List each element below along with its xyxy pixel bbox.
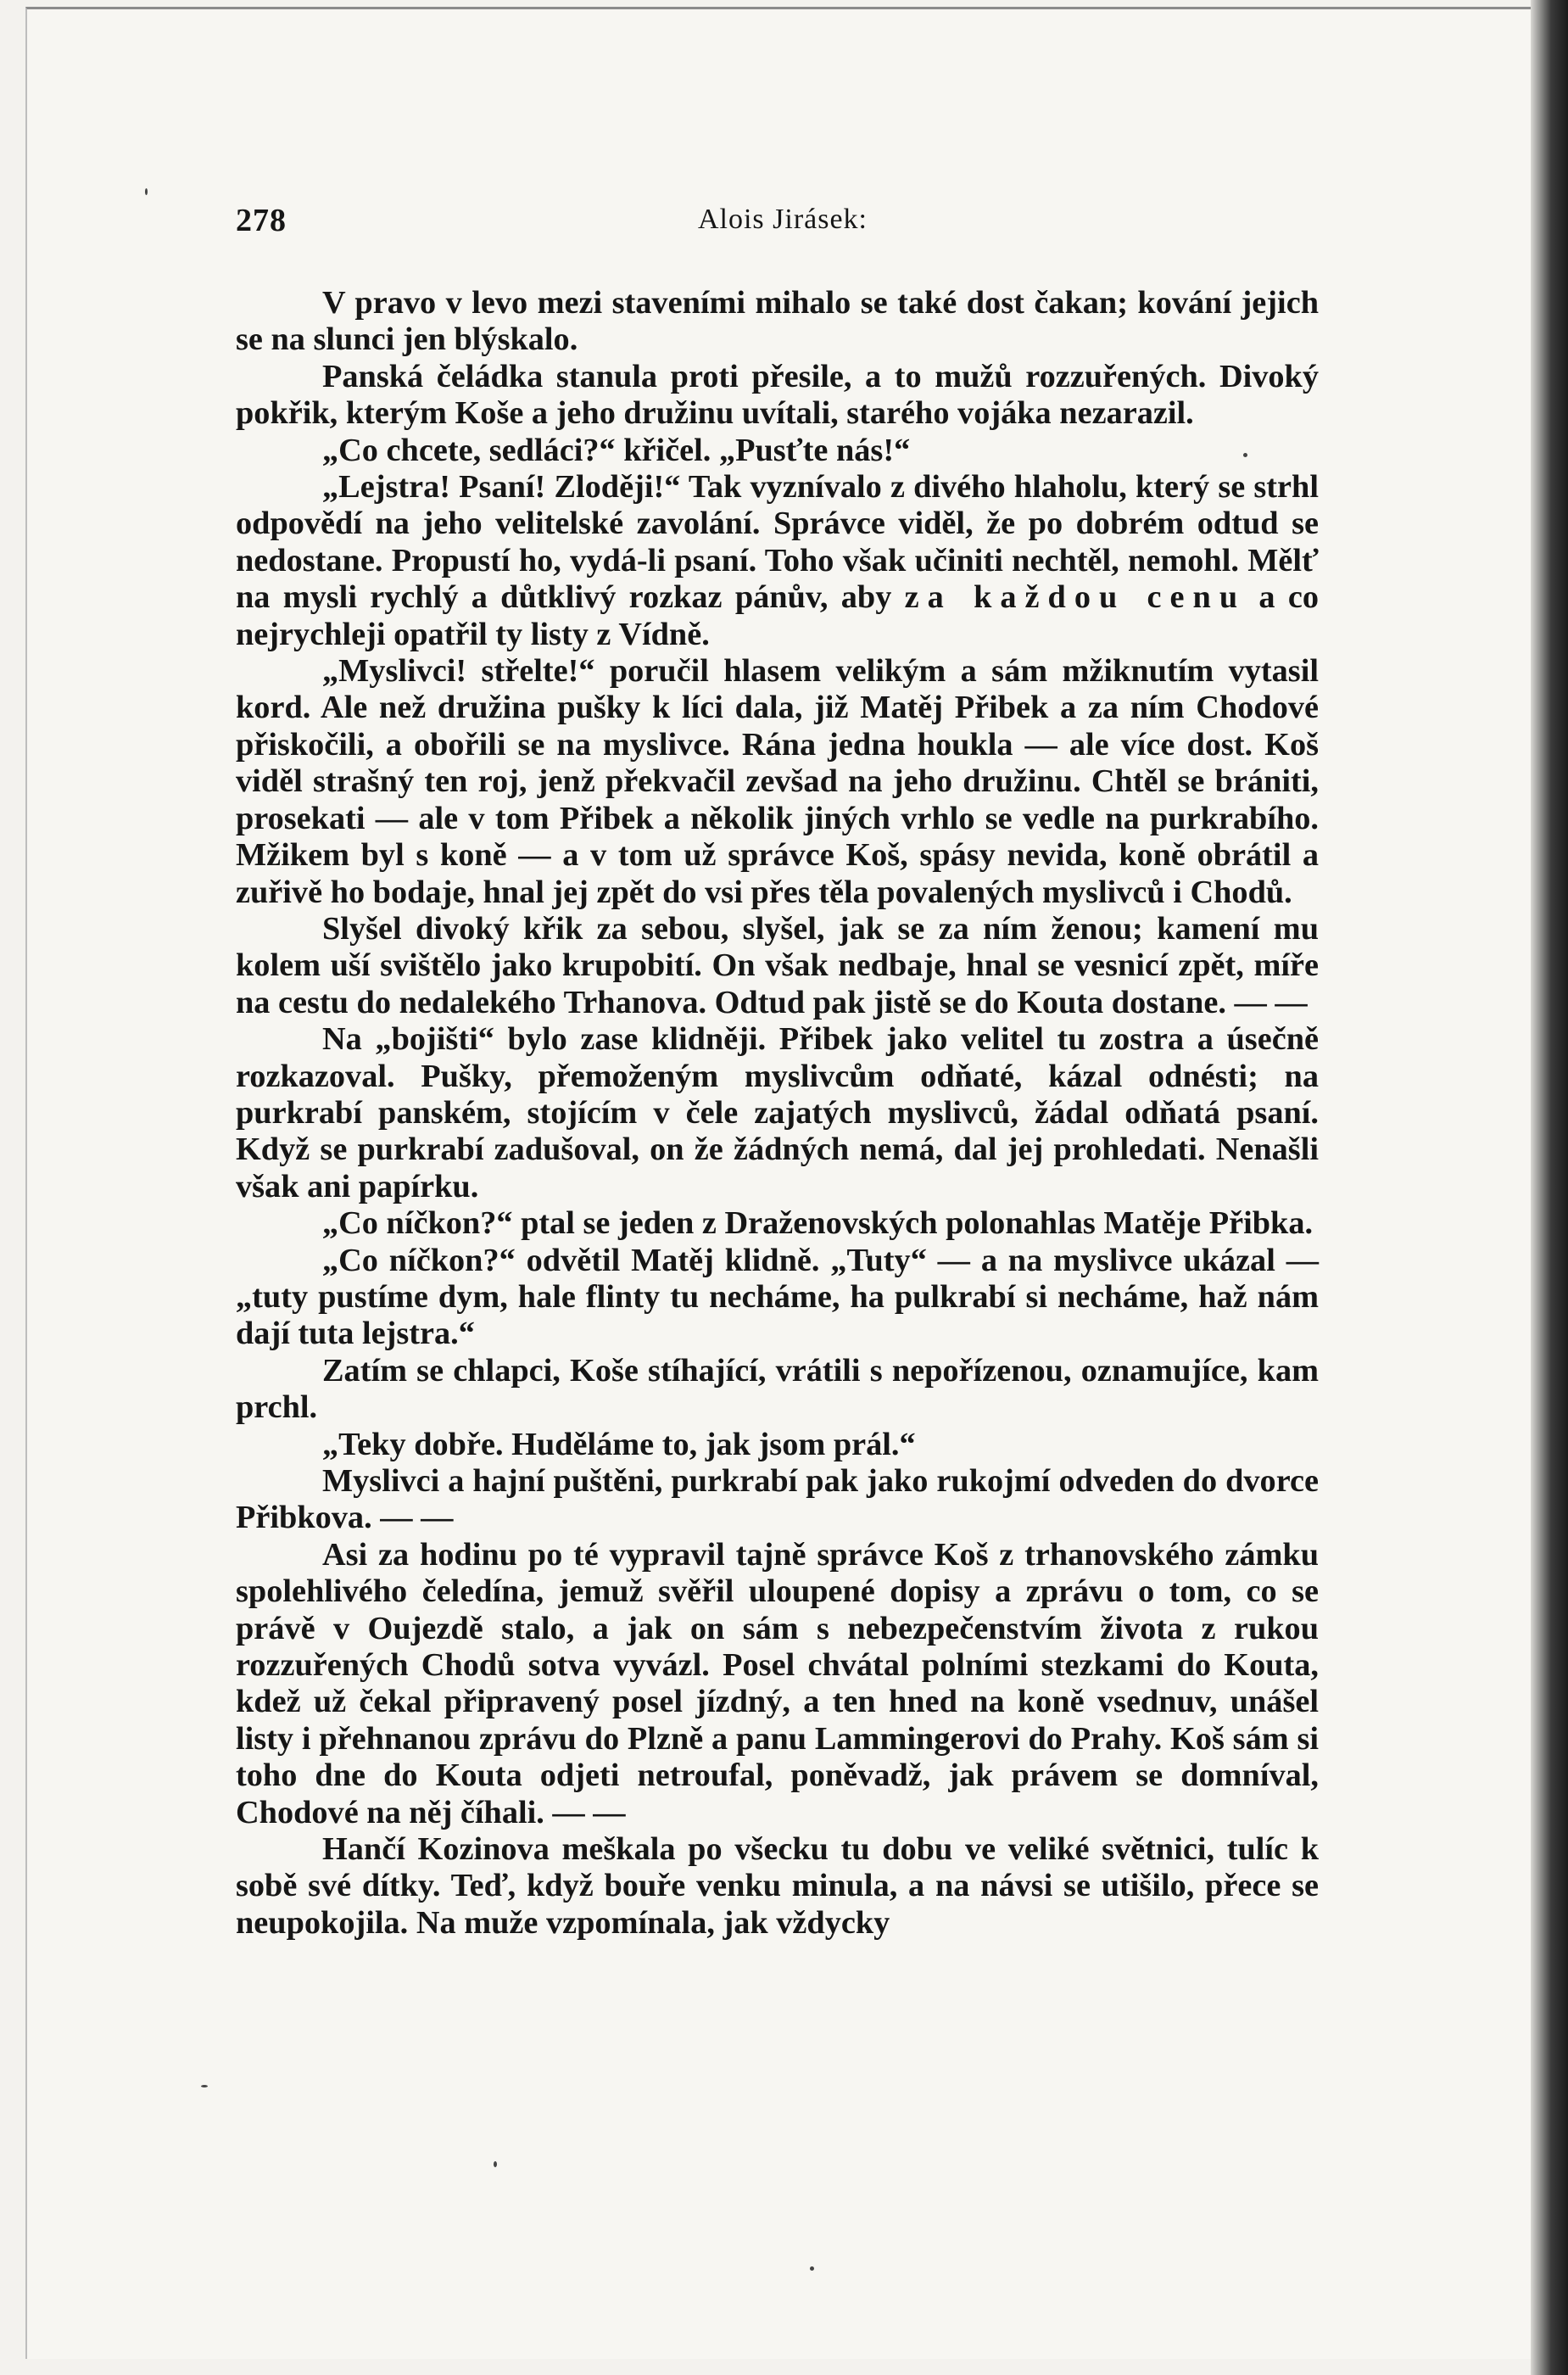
paragraph-13: Asi za hodinu po té vypravil tajně správce Koš z trhanovského zámku spolehlivého čeledína, jemuž svěřil uloupené dopisy a zprávu o tom, co se právě v Oujezdě stalo, a jak on sám s nebezpečenstvím života z rukou rozzuřených Chodů sotva vyvázl. Posel chvátal polními stezkami do Kouta, kdež už čekal připravený posel jízdný, a ten hned na koně vsednuv, unášel listy i přehnanou zprávu do Plzně a panu Lammingerovi do Prahy. Koš sám si toho dne do Kouta odjeti netroufal, poněvadž, jak právem se domníval, Chodové na něj číhali. — — bbox=[236, 1536, 1319, 1830]
paper-speck bbox=[145, 188, 148, 195]
paragraph-4 bbox=[236, 469, 1319, 653]
paper-speck bbox=[1243, 453, 1247, 457]
paragraph-11: „Teky dobře. Huděláme to, jak jsom prál.“ bbox=[322, 1426, 916, 1462]
paragraph-6: Slyšel divoký křik za sebou, slyšel, jak se za ním ženou; kamení mu kolem uší svištělo jako krupobití. On však nedbaje, hnal se vesnicí zpět, míře na cestu do nedalekého Trhanova. Odtud pak jistě se do Kouta dostane. — — bbox=[236, 910, 1319, 1020]
paragraph-2: Panská čeládka stanula proti přesile, a to mužů rozzuřených. Divoký pokřik, kterým Koše a jeho družinu uvítali, starého vojáka nezarazil. bbox=[236, 358, 1319, 432]
paragraph-8: „Co níčkon?“ ptal se jeden z Draženovských polonahlas Matěje Přibka. bbox=[322, 1205, 1314, 1242]
emphasized-spaced-text: za každou cenu bbox=[904, 579, 1247, 616]
paragraph-12: Myslivci a hajní puštěni, purkrabí pak jako rukojmí odveden do dvorce Přibkova. — — bbox=[236, 1463, 1319, 1536]
paper-speck bbox=[201, 2085, 208, 2087]
paragraph-4-end: a co nejrychleji opatřil ty listy z Vídně. bbox=[236, 579, 1319, 652]
paragraph-1: V pravo v levo mezi staveními mihalo se také dost čakan; kování jejich se na slunci jen blýskalo. bbox=[236, 285, 1319, 358]
page-header bbox=[236, 202, 1330, 253]
body-text bbox=[236, 285, 1319, 1942]
paragraph-10: Zatím se chlapci, Koše stíhající, vrátili s nepořízenou, oznamujíce, kam prchl. bbox=[236, 1352, 1319, 1426]
paragraph-4-start: „Lejstra! Psaní! Zloději!“ Tak vyznívalo z divého hlaholu, který se strhl odpovědí na jeho velitelské zavolání. Správce viděl, že po dobrém odtud se nedostane. Propustí ho, vydá-li psaní. Toho však učiniti nechtěl, nemohl. Mělť na mysli rychlý a důtklivý rozkaz pánův, aby bbox=[236, 469, 1319, 616]
paragraph-3: „Co chcete, sedláci?“ křičel. „Pusťte nás!“ bbox=[322, 432, 911, 468]
paragraph-9: „Co níčkon?“ odvětil Matěj klidně. „Tuty“ — a na myslivce ukázal — „tuty pustíme dym, hale flinty tu necháme, ha pulkrabí si necháme, haž nám dají tuta lejstra.“ bbox=[236, 1242, 1319, 1352]
running-title: Alois Jirásek: bbox=[697, 204, 868, 235]
paragraph-7: Na „bojišti“ bylo zase klidněji. Přibek jako velitel tu zostra a úsečně rozkazoval. Pušky, přemoženým myslivcům odňaté, kázal odnésti; na purkrabí panském, stojícím v čele zajatých myslivců, žádal odňatá psaní. Když se purkrabí zadušoval, on že žádných nemá, dal jej prohledati. Nenašli však ani papírku. bbox=[236, 1021, 1319, 1204]
paper-speck bbox=[494, 2161, 497, 2167]
paragraph-14: Hančí Kozinova meškala po všecku tu dobu ve veliké světnici, tulíc k sobě své dítky. Teď, když bouře venku minula, a na návsi se utišilo, přece se neupokojila. Na muže vzpomínala, jak vždycky bbox=[236, 1831, 1319, 1941]
page-edge-shadow bbox=[1531, 0, 1568, 2375]
paper-speck bbox=[810, 2266, 814, 2271]
page-number: 278 bbox=[236, 203, 287, 238]
paragraph-5: „Myslivci! střelte!“ poručil hlasem velikým a sám mžiknutím vytasil kord. Ale než družina pušky k líci dala, již Matěj Přibek a za ním Chodové přiskočili, a obořili se na myslivce. Rána jedna houkla — ale více dost. Koš viděl strašný ten roj, jenž překvačil zevšad na jeho družinu. Chtěl se brániti, prosekati — ale v tom Přibek a několik jiných vrhlo se vedle na purkrabího. Mžikem byl s koně — a v tom už správce Koš, spásy nevida, koně obrátil a zuřivě ho bodaje, hnal jej zpět do vsi přes těla povalených myslivců i Chodů. bbox=[236, 653, 1319, 910]
